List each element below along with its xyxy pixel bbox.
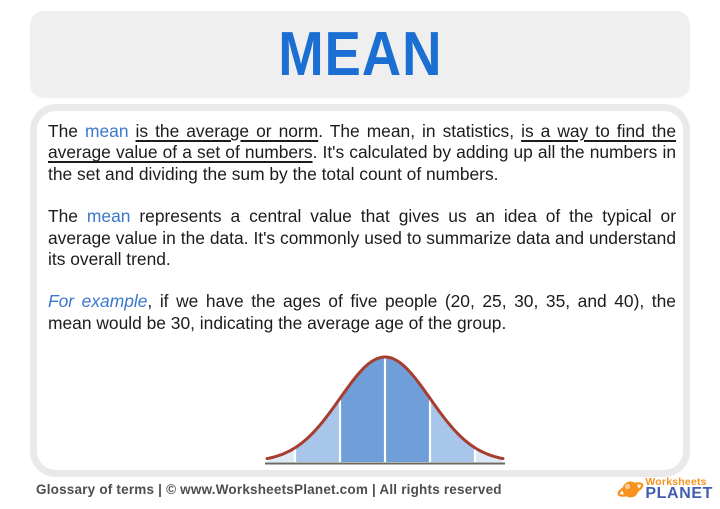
logo-planet-label: PLANET bbox=[645, 485, 713, 503]
definition-card bbox=[30, 104, 690, 477]
text-segment: is the average or norm bbox=[135, 121, 319, 141]
text-segment: The bbox=[48, 206, 87, 227]
page-title: MEAN bbox=[277, 19, 443, 89]
example-paragraph bbox=[48, 291, 676, 334]
planet-icon bbox=[617, 476, 644, 503]
definition-paragraph-1 bbox=[48, 121, 676, 185]
definition-paragraph-2 bbox=[48, 206, 676, 270]
text-segment bbox=[129, 121, 136, 141]
text-segment: represents a central value that gives us an idea of the typical or average value in the data. It's commonly used to summarize data and understand its overall trend. bbox=[48, 206, 676, 270]
footer-text: Glossary of terms | © www.WorksheetsPlanet.com | All rights reserved bbox=[36, 482, 502, 497]
text-segment: The bbox=[48, 121, 85, 141]
logo-worksheets-label: Worksheets bbox=[645, 475, 707, 488]
bell-curve-illustration bbox=[265, 349, 505, 469]
definition-text bbox=[48, 121, 676, 355]
logo-text bbox=[645, 477, 713, 503]
text-segment: mean bbox=[84, 121, 129, 141]
text-segment: mean bbox=[86, 206, 131, 227]
text-segment: For example bbox=[48, 291, 148, 312]
text-segment: , if we have the ages of five people (20, 25, 30, 35, and 40), the mean would be 30, indicating the average age of the group. bbox=[48, 291, 676, 333]
text-segment: is a way to find the average value of a set of numbers bbox=[48, 121, 676, 163]
title-banner bbox=[30, 11, 690, 98]
worksheets-planet-logo bbox=[617, 476, 713, 503]
text-segment: . It's calculated by adding up all the numbers in the set and dividing the sum by the total count of numbers. bbox=[48, 142, 676, 184]
text-segment: . The mean, in statistics, bbox=[318, 121, 522, 141]
footer bbox=[36, 482, 502, 497]
